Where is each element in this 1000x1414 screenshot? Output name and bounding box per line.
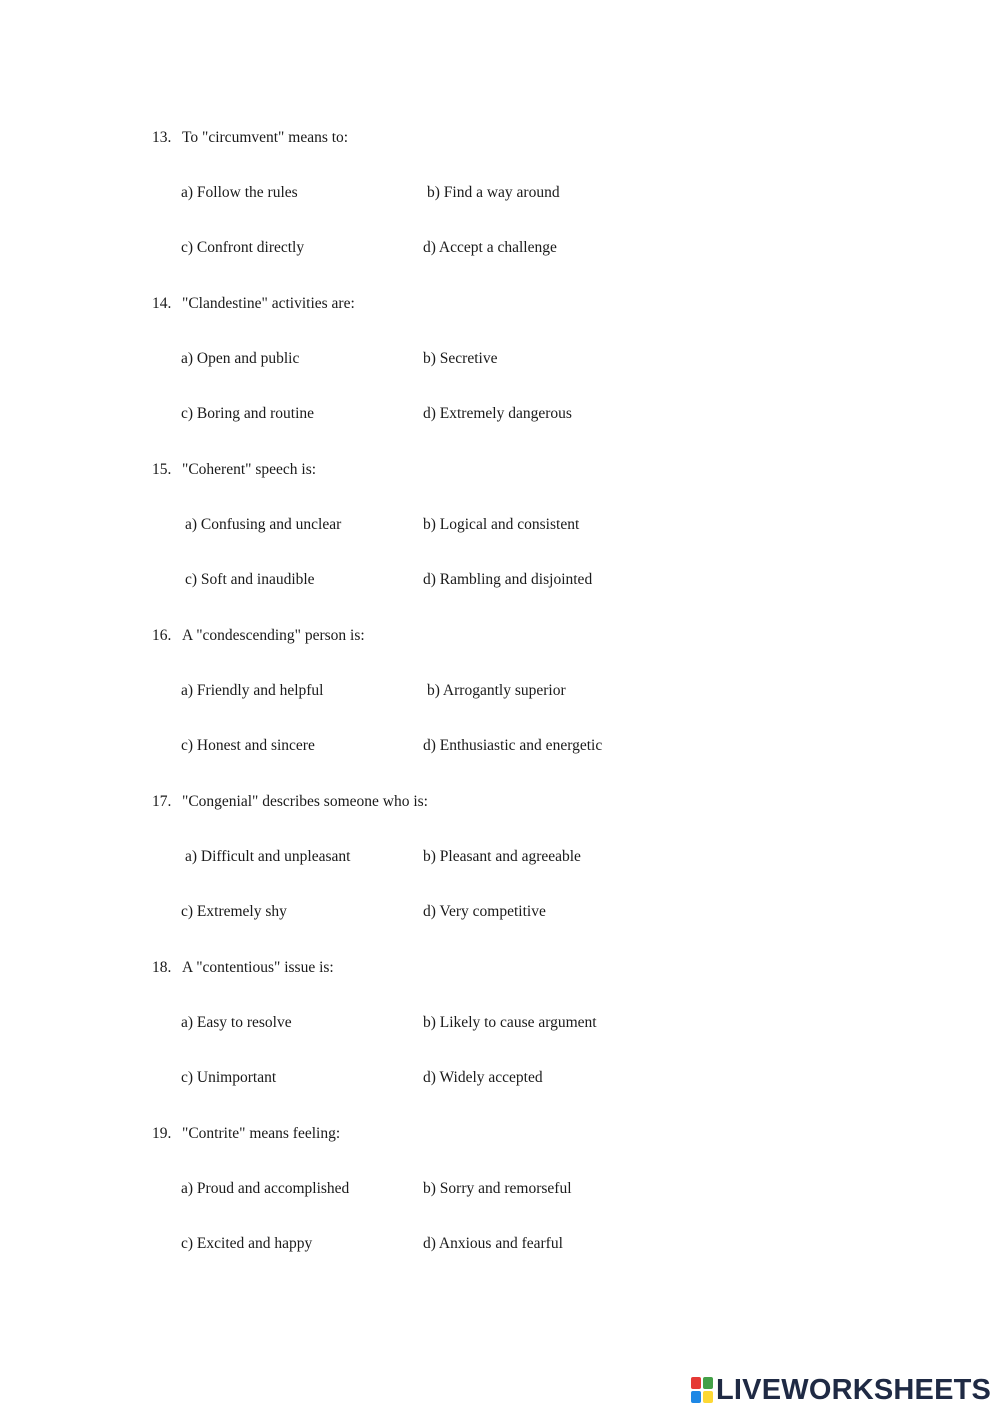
question-text: A "contentious" issue is: [182,959,334,976]
liveworksheets-logo [691,1374,991,1406]
question-number: 13. [152,129,172,146]
option-c[interactable]: c) Soft and inaudible [185,571,315,588]
option-a[interactable]: a) Proud and accomplished [181,1180,350,1197]
logo-tile-blue [691,1391,701,1403]
option-d[interactable]: d) Very competitive [423,903,546,920]
question-number: 16. [152,627,172,644]
liveworksheets-logo-icon [691,1377,713,1403]
question-number: 19. [152,1125,172,1142]
question-number: 18. [152,959,172,976]
option-b[interactable]: b) Secretive [423,350,498,367]
option-d[interactable]: d) Enthusiastic and energetic [423,737,603,754]
option-c[interactable]: c) Unimportant [181,1069,277,1086]
question-text: To "circumvent" means to: [182,129,349,146]
option-a[interactable]: a) Friendly and helpful [181,682,324,699]
question-text: "Contrite" means feeling: [182,1125,341,1142]
question-text: A "condescending" person is: [182,627,365,644]
question-number: 15. [152,461,172,478]
logo-tile-red [691,1377,701,1389]
option-c[interactable]: c) Confront directly [181,239,305,256]
option-a[interactable]: a) Difficult and unpleasant [185,848,351,865]
option-c[interactable]: c) Boring and routine [181,405,315,422]
option-d[interactable]: d) Extremely dangerous [423,405,572,422]
option-b[interactable]: b) Sorry and remorseful [423,1180,572,1197]
option-b[interactable]: b) Logical and consistent [423,516,580,533]
option-d[interactable]: d) Widely accepted [423,1069,543,1086]
option-c[interactable]: c) Excited and happy [181,1235,313,1252]
option-c[interactable]: c) Extremely shy [181,903,287,920]
option-b[interactable]: b) Likely to cause argument [423,1014,597,1031]
logo-text: LIVEWORKSHEETS [716,1374,992,1406]
option-a[interactable]: a) Follow the rules [181,184,298,201]
option-a[interactable]: a) Open and public [181,350,300,367]
option-a[interactable]: a) Easy to resolve [181,1014,292,1031]
question-number: 17. [152,793,172,810]
option-d[interactable]: d) Anxious and fearful [423,1235,563,1252]
question-text: "Clandestine" activities are: [182,295,355,312]
question-text: "Congenial" describes someone who is: [182,793,428,810]
option-d[interactable]: d) Accept a challenge [423,239,557,256]
option-b[interactable]: b) Pleasant and agreeable [423,848,581,865]
question-text: "Coherent" speech is: [182,461,317,478]
question-number: 14. [152,295,172,312]
option-c[interactable]: c) Honest and sincere [181,737,315,754]
option-d[interactable]: d) Rambling and disjointed [423,571,593,588]
option-b[interactable]: b) Find a way around [427,184,560,201]
option-b[interactable]: b) Arrogantly superior [427,682,566,699]
option-a[interactable]: a) Confusing and unclear [185,516,342,533]
logo-tile-green [703,1377,713,1389]
logo-tile-yellow [703,1391,713,1403]
